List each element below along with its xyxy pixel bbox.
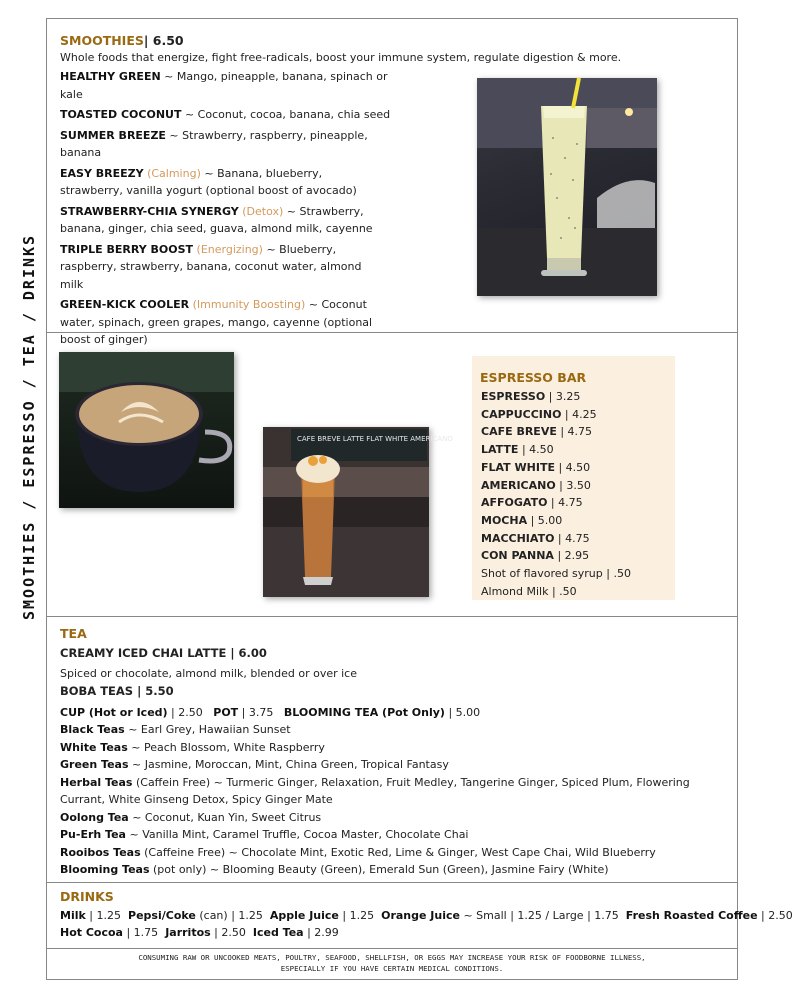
list-item: Oolong Tea ~ Coconut, Kuan Yin, Sweet Citrus — [60, 810, 322, 824]
divider — [46, 948, 738, 949]
list-item: ESPRESSO | 3.25 — [481, 390, 581, 403]
list-item: EASY BREEZY (Calming) ~ Banana, blueberry, strawberry, vanilla yogurt (optional boost of avocado) — [60, 166, 357, 197]
smoothie-photo — [477, 78, 657, 296]
latte-cup-image — [59, 352, 234, 508]
divider — [46, 616, 738, 617]
list-item: Blooming Teas (pot only) ~ Blooming Beauty (Green), Emerald Sun (Green), Jasmine Fairy (White) — [60, 863, 609, 876]
smoothies-price: | 6.50 — [143, 33, 184, 48]
espresso-extra: Shot of flavored syrup | .50 — [481, 567, 631, 581]
iced-coffee-image — [263, 427, 453, 597]
espresso-list — [481, 388, 631, 600]
iced-coffee-photo — [263, 427, 453, 597]
tea-sizes: CUP (Hot or Iced) | 2.50 POT | 3.75 BLOOMING TEA (Pot Only) | 5.00 — [60, 706, 481, 719]
espresso-extra: Almond Milk | .50 — [481, 584, 577, 598]
chai-title: CREAMY ICED CHAI LATTE | 6.00 — [60, 646, 267, 660]
chai-desc: Spiced or chocolate, almond milk, blended or over ice — [60, 667, 357, 680]
list-item: Herbal Teas (Caffein Free) ~ Turmeric Ginger, Relaxation, Fruit Medley, Tangerine Ginger, Spiced Plum, Flowering Currant, White Ginseng Detox, Spicy Ginger Mate — [60, 775, 690, 806]
drinks-row-1: Milk | 1.25 Pepsi/Coke (can) | 1.25 Apple Juice | 1.25 Orange Juice ~ Small | 1.25 / Large | 1.75 Fresh Roasted Coffee | 2.50 — [60, 909, 793, 922]
list-item: CON PANNA | 2.95 — [481, 549, 590, 563]
list-item: FLAT WHITE | 4.50 — [481, 460, 591, 474]
list-item: Green Teas ~ Jasmine, Moroccan, Mint, China Green, Tropical Fantasy — [60, 758, 449, 771]
list-item: MOCHA | 5.00 — [481, 513, 563, 527]
smoothies-list — [60, 68, 400, 352]
list-item: White Teas ~ Peach Blossom, White Raspberry — [60, 740, 325, 754]
list-item: STRAWBERRY-CHIA SYNERGY (Detox) ~ Strawberry, banana, ginger, chia seed, guava, almond milk, cayenne — [60, 204, 373, 235]
tea-list — [60, 721, 720, 879]
divider — [46, 882, 738, 883]
list-item: AMERICANO | 3.50 — [481, 478, 591, 492]
list-item: TRIPLE BERRY BOOST (Energizing) ~ Blueberry, raspberry, strawberry, banana, coconut water, almond milk — [60, 242, 362, 291]
smoothies-title: SMOOTHIES — [60, 33, 144, 48]
smoothies-heading — [60, 30, 184, 49]
foodborne-disclaimer: CONSUMING RAW OR UNCOOKED MEATS, POULTRY, SEAFOOD, SHELLFISH, OR EGGS MAY INCREASE YOUR RISK OF FOODBORNE ILLNESS, ESPECIALLY IF YOU HAVE CERTAIN MEDICAL CONDITIONS. — [138, 953, 646, 973]
tea-title: TEA — [60, 626, 87, 641]
espresso-bar-panel — [472, 356, 675, 600]
chalkboard-text: CAFE BREVE LATTE FLAT WHITE AMERICANO — [297, 435, 453, 443]
list-item: TOASTED COCONUT ~ Coconut, cocoa, banana, chia seed — [60, 108, 391, 121]
latte-photo — [59, 352, 234, 508]
boba-title: BOBA TEAS | 5.50 — [60, 684, 174, 698]
list-item: GREEN-KICK COOLER (Immunity Boosting) ~ Coconut water, spinach, green grapes, mango, cayenne (optional boost of ginger) — [60, 298, 373, 346]
list-item: MACCHIATO | 4.75 — [481, 531, 590, 545]
list-item: SUMMER BREEZE ~ Strawberry, raspberry, pineapple, banana — [60, 128, 368, 159]
list-item: LATTE | 4.50 — [481, 443, 554, 457]
list-item: Rooibos Teas (Caffeine Free) ~ Chocolate Mint, Exotic Red, Lime & Ginger, West Cape Chai, Wild Blueberry — [60, 845, 656, 859]
list-item: Pu-Erh Tea ~ Vanilla Mint, Caramel Truffle, Cocoa Master, Chocolate Chai — [60, 828, 469, 841]
list-item: Black Teas ~ Earl Grey, Hawaiian Sunset — [60, 723, 291, 736]
drinks-row-2: Hot Cocoa | 1.75 Jarritos | 2.50 Iced Tea | 2.99 — [60, 926, 339, 939]
list-item: HEALTHY GREEN ~ Mango, pineapple, banana, spinach or kale — [60, 70, 388, 101]
espresso-title: ESPRESSO BAR — [480, 370, 587, 385]
list-item: AFFOGATO | 4.75 — [481, 496, 583, 510]
smoothies-intro: Whole foods that energize, fight free-radicals, boost your immune system, regulate digestion & more. — [60, 51, 622, 64]
smoothie-glass-image — [477, 78, 657, 296]
list-item: CAPPUCCINO | 4.25 — [481, 407, 597, 421]
side-label: SMOOTHIES / ESPRESSO / TEA / DRINKS — [20, 233, 38, 620]
list-item: CAFE BREVE | 4.75 — [481, 425, 593, 439]
drinks-title: DRINKS — [60, 889, 114, 904]
